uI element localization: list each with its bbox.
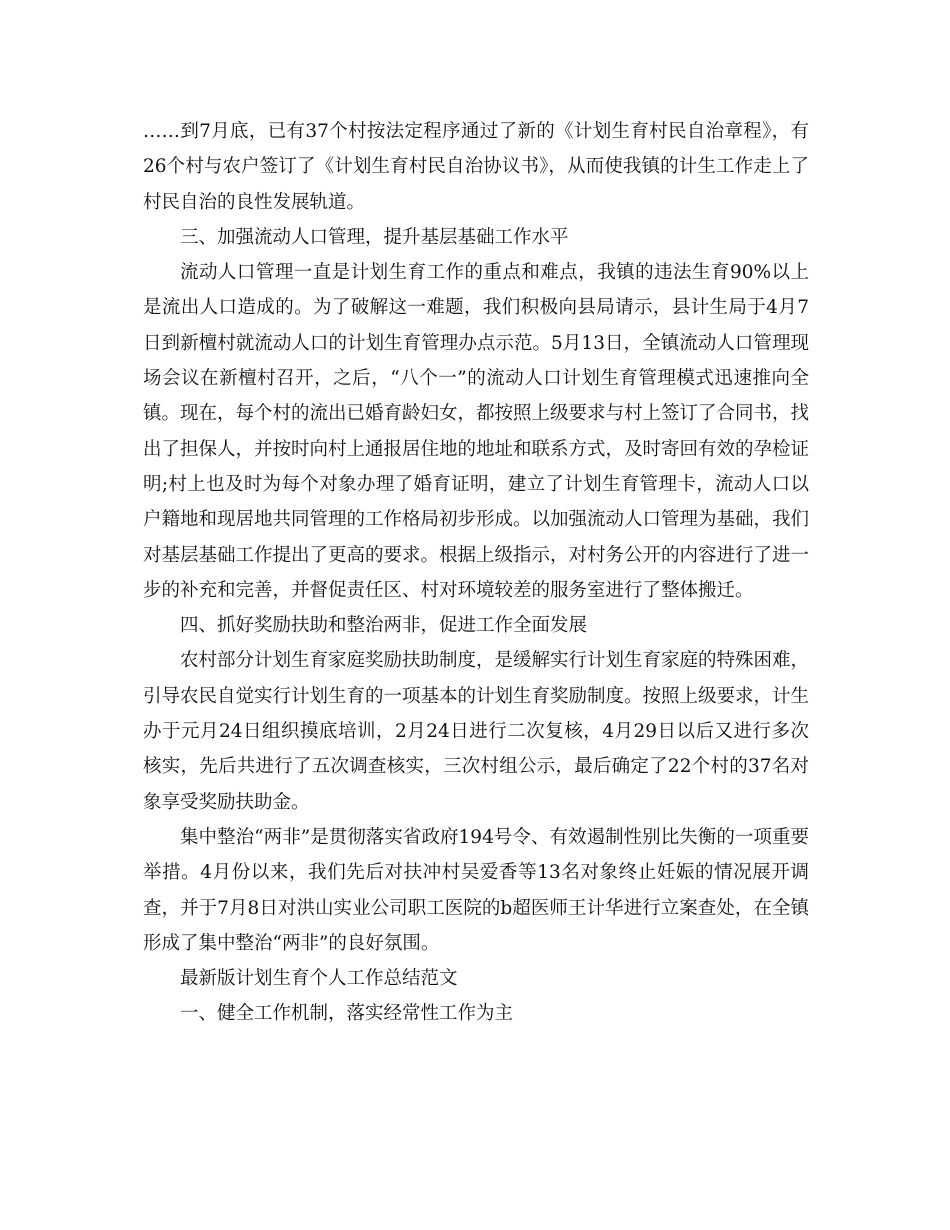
paragraph-reward-support: 农村部分计划生育家庭奖励扶助制度，是缓解实行计划生育家庭的特殊困难，引导农民自觉实行计划生育的一项基本的计划生育奖励制度。按照上级要求，计生办于元月24日组织摸底培训，2月24日进行二次复核，4月29日以后又进行多次核实，先后共进行了五次调查核实，三次村组公示，最后确定了22个村的37名对象享受奖励扶助金。 [143, 650, 810, 813]
section-heading-floating-population: 三、加强流动人口管理，提升基层基础工作水平 [180, 226, 569, 248]
section-heading-work-mechanism: 一、健全工作机制，落实经常性工作为主 [180, 1003, 514, 1025]
paragraph-village-self-governance: ……到7月底，已有37个村按法定程序通过了新的《计划生育村民自治章程》，有26个村与农户签订了《计划生育村民自治协议书》，从而使我镇的计生工作走上了村民自治的良性发展轨道。 [143, 121, 809, 213]
document-subtitle: 最新版计划生育个人工作总结范文 [180, 968, 458, 990]
section-heading-rewards-and-two-illegals: 四、抓好奖励扶助和整治两非，促进工作全面发展 [180, 615, 588, 637]
document-body [143, 114, 809, 1032]
paragraph-two-illegals: 集中整治“两非”是贯彻落实省政府194号令、有效遏制性别比失衡的一项重要举措。4月份以来，我们先后对扶冲村吴爱香等13名对象终止妊娠的情况展开调查，并于7月8日对洪山实业公司职工医院的b超医师王计华进行立案查处，在全镇形成了集中整治“两非”的良好氛围。 [143, 826, 809, 954]
paragraph-floating-population: 流动人口管理一直是计划生育工作的重点和难点，我镇的违法生育90%以上是流出人口造成的。为了破解这一难题，我们积极向县局请示，县计生局于4月7日到新檀村就流动人口的计划生育管理办点示范。5月13日，全镇流动人口管理现场会议在新檀村召开，之后，“八个一”的流动人口计划生育管理模式迅速推向全镇。现在，每个村的流出已婚育龄妇女，都按照上级要求与村上签订了合同书，找出了担保人，并按时向村上通报居住地的地址和联系方式，及时寄回有效的孕检证明;村上也及时为每个对象办理了婚育证明，建立了计划生育管理卡，流动人口以户籍地和现居地共同管理的工作格局初步形成。以加强流动人口管理为基础，我们对基层基础工作提出了更高的要求。根据上级指示，对村务公开的内容进行了进一步的补充和完善，并督促责任区、村对环境较差的服务室进行了整体搬迁。 [143, 262, 810, 601]
